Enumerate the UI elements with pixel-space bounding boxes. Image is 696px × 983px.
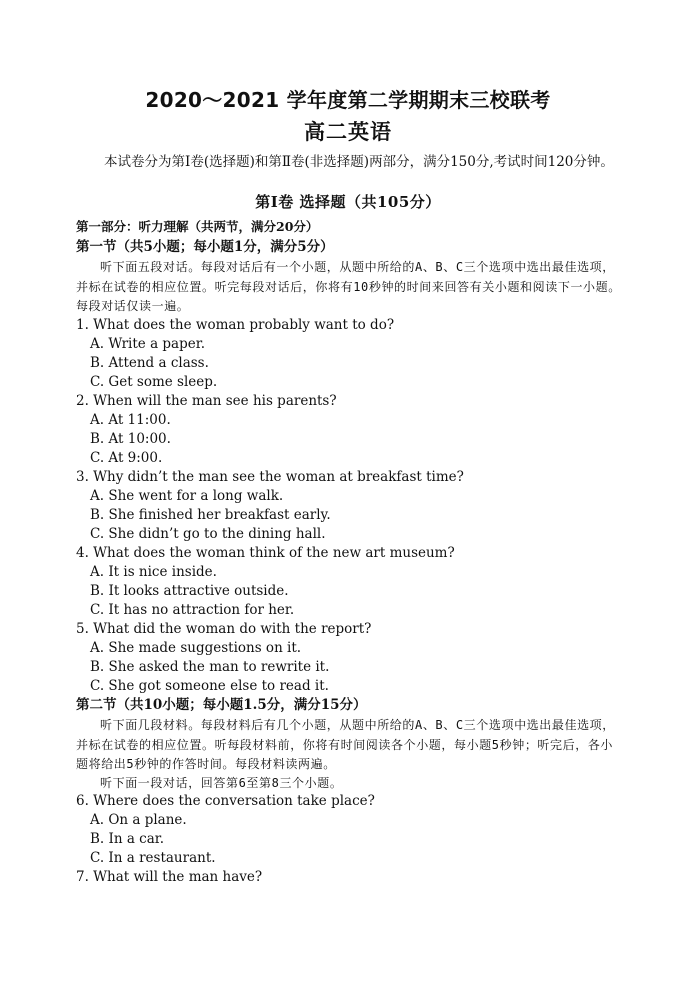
question-3: 3. Why didn’t the man see the woman at breakfast time? <box>76 469 464 485</box>
q5-option-a: A. She made suggestions on it. <box>90 640 302 656</box>
q2-option-b: B. At 10:00. <box>90 431 171 447</box>
question-4: 4. What does the woman think of the new art museum? <box>76 545 455 561</box>
q1-option-b: B. Attend a class. <box>90 355 209 371</box>
q5-option-c: C. She got someone else to read it. <box>90 678 329 694</box>
question-7: 7. What will the man have? <box>76 869 263 885</box>
q4-option-c: C. It has no attraction for her. <box>90 602 295 618</box>
q6-option-a: A. On a plane. <box>90 812 187 828</box>
exam-intro: 本试卷分为第Ⅰ卷(选择题)和第Ⅱ卷(非选择题)两部分，满分150分,考试时间120分钟。 <box>104 154 614 170</box>
q3-option-b: B. She finished her breakfast early. <box>90 507 331 523</box>
question-6: 6. Where does the conversation take place? <box>76 793 375 809</box>
sec1-heading: 第一节（共5小题；每小题1分，满分5分） <box>76 239 334 255</box>
section-listening: 第一部分：听力理解（共两节，满分20分） <box>76 219 319 234</box>
exam-subtitle: 高二英语 <box>304 120 392 144</box>
q3-option-a: A. She went for a long walk. <box>90 488 284 504</box>
q6-option-b: B. In a car. <box>90 831 165 847</box>
q1-option-c: C. Get some sleep. <box>90 374 218 390</box>
question-1: 1. What does the woman probably want to do? <box>76 317 395 333</box>
q4-option-a: A. It is nice inside. <box>90 564 217 580</box>
part1-title: 第Ⅰ卷 选择题（共105分） <box>255 193 441 211</box>
sec2-heading: 第二节（共10小题；每小题1.5分，满分15分） <box>76 697 367 713</box>
sec2-sub-instruction: 听下面一段对话，回答第6至第8三个小题。 <box>100 776 343 790</box>
exam-title: 2020～2021 学年度第二学期期末三校联考 <box>145 88 551 112</box>
sec2-instructions: 听下面几段材料。每段材料后有几个小题，从题中所给的A、B、C三个选项中选出最佳选项，并标在试卷的相应位置。听每段材料前，你将有时间阅读各个小题，每小题5秒钟；听完后，各小题将给出5秒钟的作答时间。每段材料读两遍。 <box>76 718 615 771</box>
q2-option-a: A. At 11:00. <box>90 412 171 428</box>
sec1-instructions: 听下面五段对话。每段对话后有一个小题，从题中所给的A、B、C三个选项中选出最佳选项，并标在试卷的相应位置。听完每段对话后，你将有10秒钟的时间来回答有关小题和阅读下一小题。每段对话仅读一遍。 <box>76 260 621 313</box>
q3-option-c: C. She didn’t go to the dining hall. <box>90 526 326 542</box>
question-5: 5. What did the woman do with the report? <box>76 621 372 637</box>
q5-option-b: B. She asked the man to rewrite it. <box>90 659 330 675</box>
q2-option-c: C. At 9:00. <box>90 450 163 466</box>
q4-option-b: B. It looks attractive outside. <box>90 583 289 599</box>
question-2: 2. When will the man see his parents? <box>76 393 337 409</box>
q1-option-a: A. Write a paper. <box>90 336 206 352</box>
q6-option-c: C. In a restaurant. <box>90 850 216 866</box>
